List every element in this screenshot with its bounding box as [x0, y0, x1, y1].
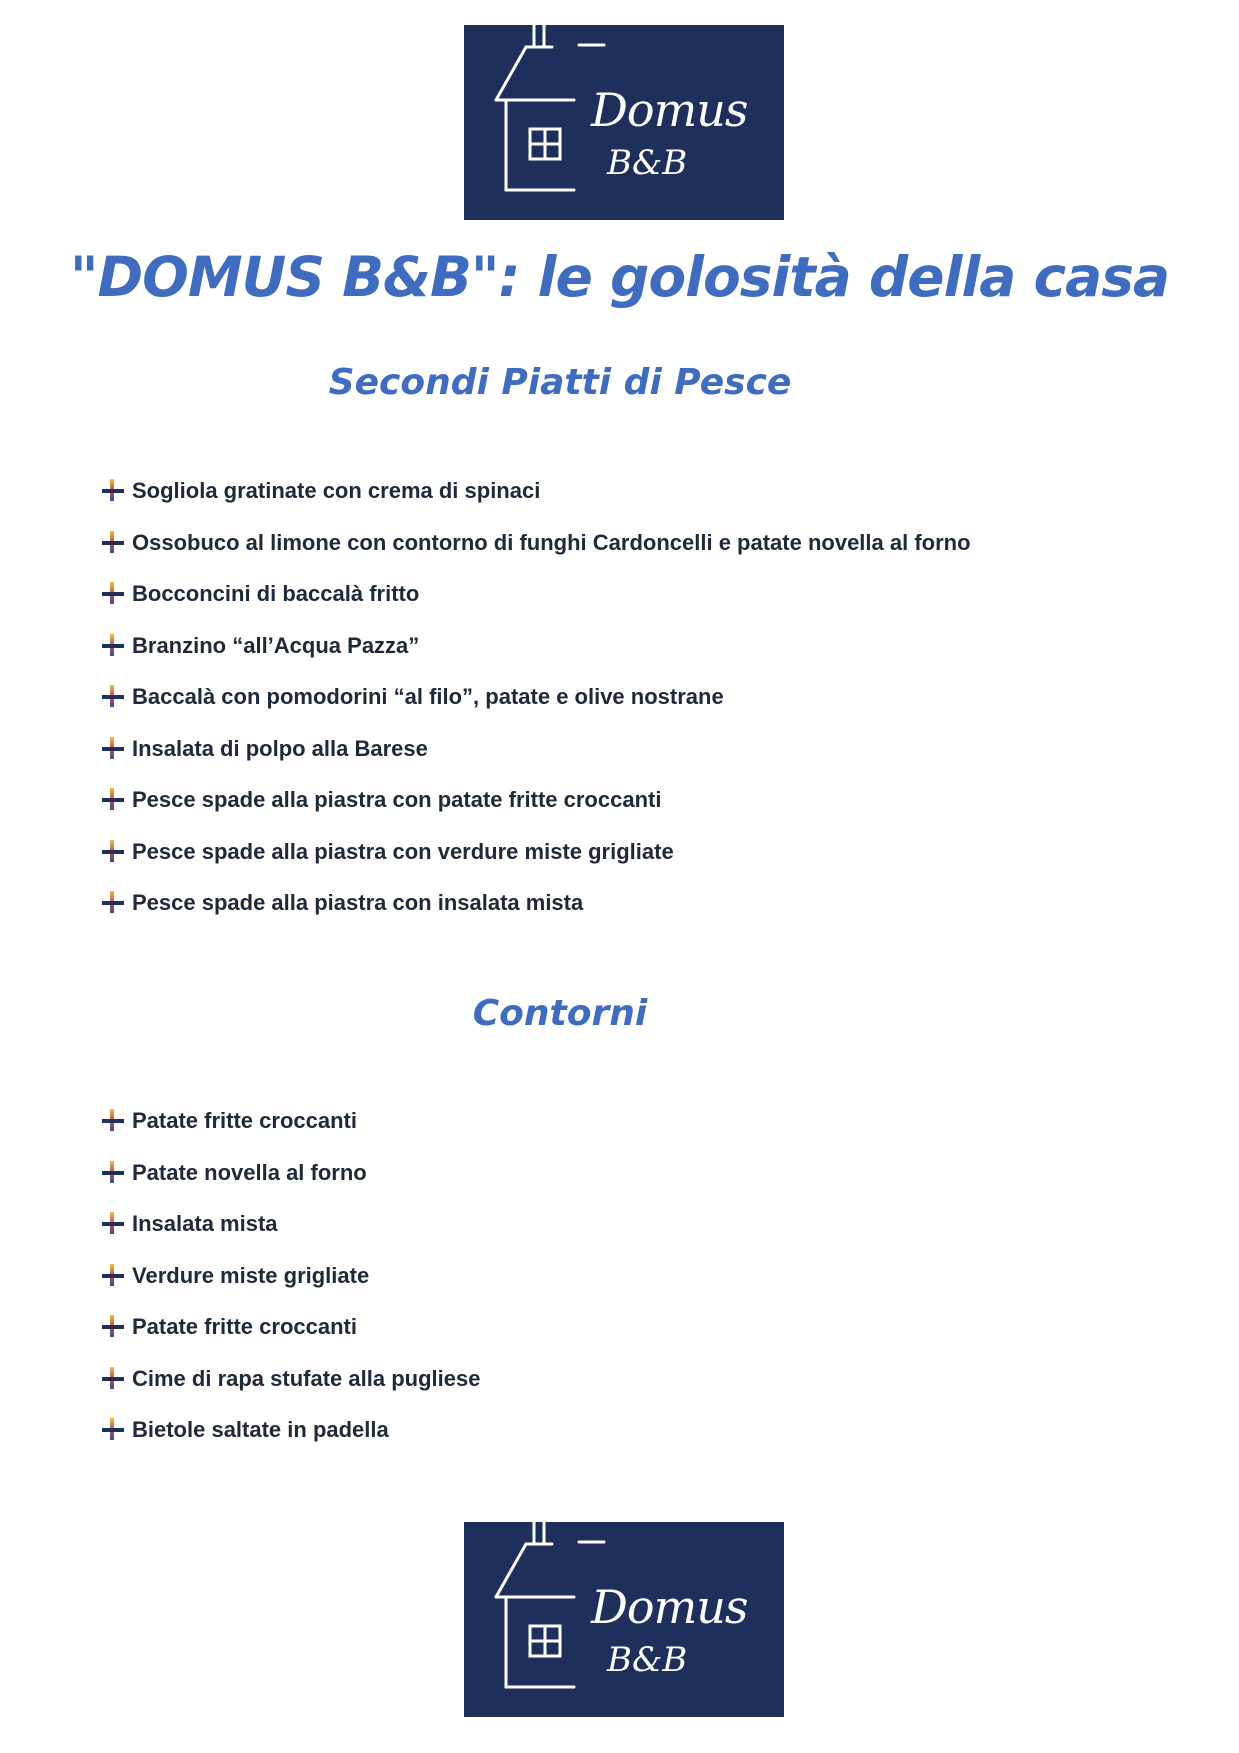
logo-line1: Domus	[591, 1580, 748, 1634]
item-label: Patate fritte croccanti	[132, 1314, 357, 1339]
item-label: Branzino “all’Acqua Pazza”	[132, 632, 420, 658]
page-title: "DOMUS B&B": le golosità della casa	[69, 245, 1170, 309]
list-item	[100, 681, 971, 733]
item-label: Pesce spade alla piastra con verdure miste grigliate	[132, 838, 674, 864]
pushpin-bullet-icon	[100, 1313, 126, 1339]
pushpin-bullet-icon	[100, 1262, 126, 1288]
pushpin-bullet-icon	[100, 1107, 126, 1133]
pushpin-bullet-icon	[100, 1210, 126, 1236]
section-title-secondi: Secondi Piatti di Pesce	[328, 362, 792, 403]
item-label: Patate novella al forno	[132, 1159, 367, 1185]
list-item	[100, 1260, 480, 1312]
item-label: Verdure miste grigliate	[132, 1262, 370, 1288]
item-label: Bocconcini di baccalà fritto	[132, 581, 420, 606]
list-contorni	[100, 1105, 480, 1466]
pushpin-bullet-icon	[100, 1159, 126, 1185]
logo-bottom	[464, 1522, 784, 1717]
item-label: Bietole saltate in padella	[132, 1417, 389, 1442]
list-item	[100, 1414, 480, 1466]
pushpin-bullet-icon	[100, 889, 126, 915]
pushpin-bullet-icon	[100, 580, 126, 606]
list-secondi	[100, 475, 971, 939]
list-item	[100, 733, 971, 785]
pushpin-bullet-icon	[100, 1416, 126, 1442]
list-item	[100, 475, 971, 527]
pushpin-bullet-icon	[100, 838, 126, 864]
list-item	[100, 1157, 480, 1209]
pushpin-bullet-icon	[100, 477, 126, 503]
item-label: Patate fritte croccanti	[132, 1108, 357, 1133]
list-item	[100, 1363, 480, 1415]
item-label: Pesce spade alla piastra con patate fritte croccanti	[132, 787, 662, 812]
list-item	[100, 527, 971, 579]
item-label: Baccalà con pomodorini “al filo”, patate e olive nostrane	[132, 684, 724, 709]
item-label: Ossobuco al limone con contorno di funghi Cardoncelli e patate novella al forno	[132, 529, 971, 555]
list-item	[100, 1208, 480, 1260]
list-item	[100, 887, 971, 939]
logo-line1: Domus	[591, 83, 748, 137]
pushpin-bullet-icon	[100, 1365, 126, 1391]
logo-line2: B&B	[607, 143, 688, 183]
list-item	[100, 836, 971, 888]
logo-top	[464, 25, 784, 220]
pushpin-bullet-icon	[100, 529, 126, 555]
list-item	[100, 1105, 480, 1157]
pushpin-bullet-icon	[100, 632, 126, 658]
list-item	[100, 784, 971, 836]
section-title-contorni: Contorni	[472, 993, 648, 1034]
item-label: Insalata di polpo alla Barese	[132, 735, 428, 761]
pushpin-bullet-icon	[100, 735, 126, 761]
item-label: Pesce spade alla piastra con insalata mista	[132, 890, 584, 915]
pushpin-bullet-icon	[100, 683, 126, 709]
item-label: Insalata mista	[132, 1211, 278, 1236]
list-item	[100, 1311, 480, 1363]
pushpin-bullet-icon	[100, 786, 126, 812]
list-item	[100, 630, 971, 682]
list-item	[100, 578, 971, 630]
item-label: Cime di rapa stufate alla pugliese	[132, 1365, 481, 1391]
logo-line2: B&B	[607, 1640, 688, 1680]
item-label: Sogliola gratinate con crema di spinaci	[132, 478, 541, 503]
